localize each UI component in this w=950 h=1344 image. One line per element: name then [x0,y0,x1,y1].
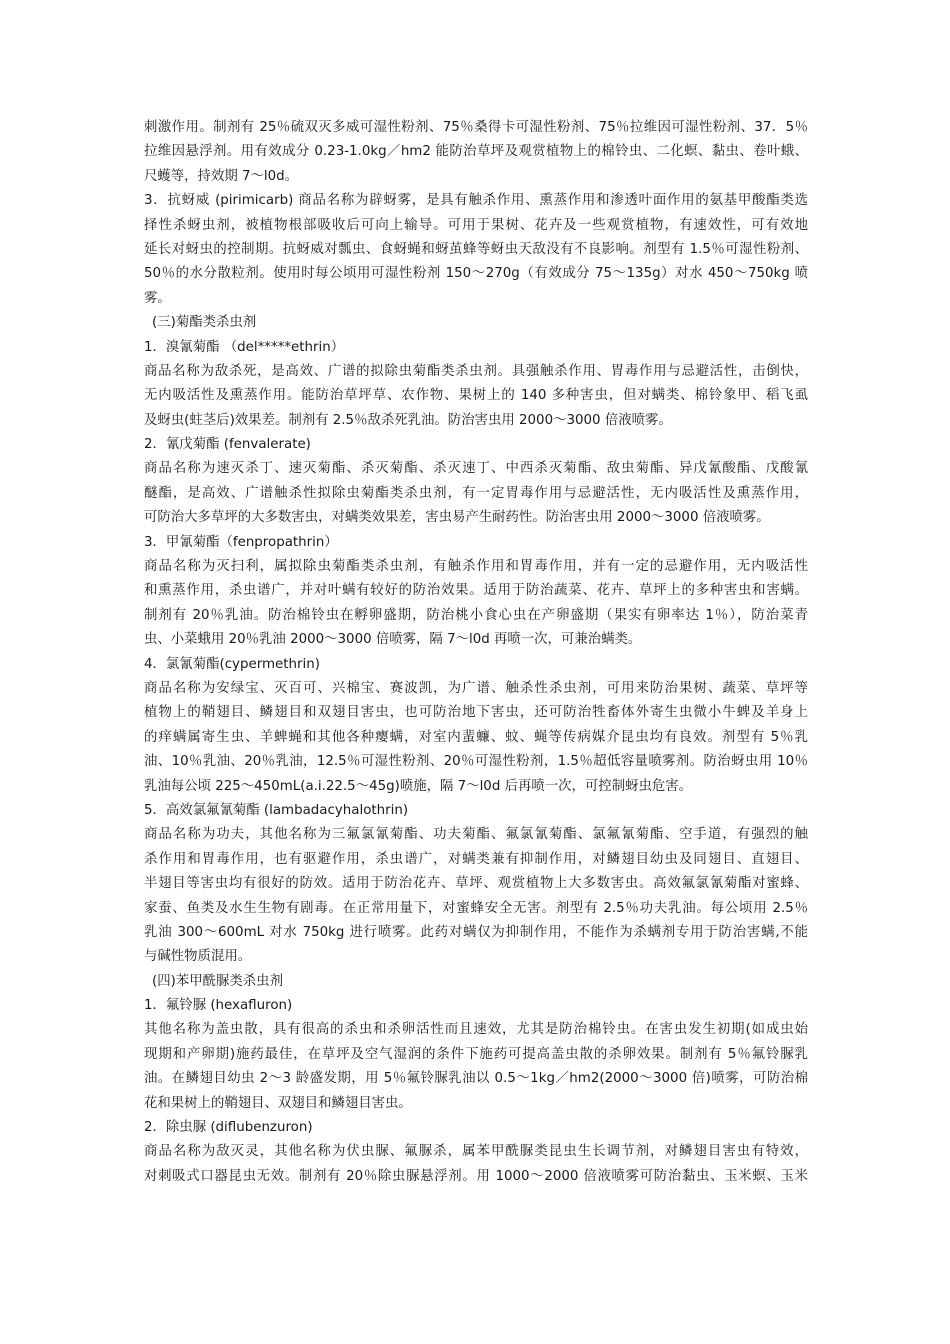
paragraph-line: 杀作用和胃毒作用，也有驱避作用，杀虫谱广，对螨类兼有抑制作用，对鳞翅目幼虫及同翅目、直翅目、 [144,851,808,867]
item-heading-fenvalerate: 2．氰戊菊酯 (fenvalerate) [144,437,311,453]
paragraph-line: 延长对蚜虫的控制期。抗蚜威对瓢虫、食蚜蝇和蚜茧蜂等蚜虫天敌没有不良影响。剂型有 1.5％可湿性粉剂、 [144,241,808,257]
paragraph-line: 商品名称为安绿宝、灭百可、兴棉宝、赛波凯，为广谱、触杀性杀虫剂，可用来防治果树、蔬菜、草坪等 [144,680,808,696]
paragraph-line: 虫、小菜蛾用 20％乳油 2000～3000 倍喷雾，隔 7～l0d 再喷一次，可兼治螨类。 [144,632,642,648]
paragraph-line: 和熏蒸作用，杀虫谱广，并对叶螨有较好的防治效果。适用于防治蔬菜、花卉、草坪上的多种害虫和害螨。 [144,583,808,599]
paragraph-line: 50％的水分散粒剂。使用时每公顷用可湿性粉剂 150～270g（有效成分 75～135g）对水 450～750kg 喷 [144,266,808,282]
item-heading-hexaflumuron: 1．氟铃脲 (hexafluron) [144,998,293,1014]
paragraph-line: 商品名称为灭扫利，属拟除虫菊酯类杀虫剂，有触杀作用和胃毒作用，并有一定的忌避作用，无内吸活性 [144,559,808,575]
item-heading-diflubenzuron: 2．除虫脲 (diflubenzuron) [144,1120,313,1136]
paragraph-line: 与碱性物质混用。 [144,949,252,965]
item-heading-deltamethrin: 1．溴氰菊酯 （del*****ethrin） [144,339,345,355]
paragraph-line: 半翅目等害虫均有很好的防效。适用于防治花卉、草坪、观赏植物上大多数害虫。高效氟氯氰菊酯对蜜蜂、 [144,876,808,892]
paragraph-line: 花和果树上的鞘翅目、双翅目和鳞翅目害虫。 [144,1095,412,1111]
paragraph-line: 其他名称为盖虫散，具有很高的杀虫和杀卵活性而且速效，尤其是防治棉铃虫。在害虫发生初期(如成虫始 [144,1022,808,1038]
paragraph-line: 雾。 [144,290,171,306]
paragraph-line: 无内吸活性及熏蒸作用。能防治草坪草、农作物、果树上的 140 多种害虫，但对螨类、棉铃象甲、稻飞虱 [144,388,808,404]
paragraph-line: 乳油每公顷 225～450mL(a.i.22.5～45g)喷施，隔 7～l0d 后再喷一次，可控制蚜虫危害。 [144,778,693,794]
paragraph-line: 可防治大多草坪的大多数害虫，对螨类效果差，害虫易产生耐药性。防治害虫用 2000～3000 倍液喷雾。 [144,510,770,526]
paragraph-line: 商品名称为功夫，其他名称为三氟氯氰菊酯、功夫菊酯、氟氯氰菊酯、氯氟氰菊酯、空手道，有强烈的触 [144,827,808,843]
paragraph-line: 家蚕、鱼类及水生生物有剧毒。在正常用量下，对蜜蜂安全无害。剂型有 2.5％功夫乳油。每公顷用 2.5％ [144,900,808,916]
paragraph-line: 商品名称为速灭杀丁、速灭菊酯、杀灭菊酯、杀灭速丁、中西杀灭菊酯、敌虫菊酯、异戊氰酸酯、戊酸氰 [144,461,808,477]
document-body [144,116,808,1189]
item-heading-pirimicarb: 3．抗蚜威 (pirimicarb) 商品名称为辟蚜雾，是具有触杀作用、熏蒸作用和渗透叶面作用的氨基甲酸酯类选 [144,193,808,209]
paragraph-line: 现期和产卵期)施药最佳，在草坪及空气湿润的条件下施药可提高盖虫散的杀卵效果。制剂有 5％氟铃脲乳 [144,1046,808,1062]
paragraph-line: 油。在鳞翅目幼虫 2～3 龄盛发期，用 5％氟铃脲乳油以 0.5～1kg／hm2(2000～3000 倍)喷雾，可防治棉 [144,1071,808,1087]
paragraph-line: 醚酯，是高效、广谱触杀性拟除虫菊酯类杀虫剂，有一定胃毒作用与忌避活性，无内吸活性及熏蒸作用， [144,485,808,501]
paragraph-line: 的痒螨属寄生虫、羊蜱蝇和其他各种瘿螨，对室内蜚蠊、蚊、蝇等传病媒介昆虫均有良效。剂型有 5％乳 [144,729,808,745]
paragraph-line: 择性杀蚜虫剂，被植物根部吸收后可向上输导。可用于果树、花卉及一些观赏植物，有速效性，可有效地 [144,217,808,233]
paragraph-line: 制剂有 20％乳油。防治棉铃虫在孵卵盛期，防治桃小食心虫在产卵盛期（果实有卵率达 1％），防治菜青 [144,607,808,623]
paragraph-line: 乳油 300～600mL 对水 750kg 进行喷雾。此药对螨仅为抑制作用，不能作为杀螨剂专用于防治害螨,不能 [144,924,808,940]
paragraph-line: 刺激作用。制剂有 25％硫双灭多威可湿性粉剂、75％桑得卡可湿性粉剂、75％拉维因可湿性粉剂、37．5％ [144,120,808,135]
paragraph-line: 及蚜虫(蛀茎后)效果差。制剂有 2.5％敌杀死乳油。防治害虫用 2000～3000 倍液喷雾。 [144,412,672,428]
section-heading-benzoylureas: (四)苯甲酰脲类杀虫剂 [152,973,283,989]
paragraph-line: 商品名称为敌杀死，是高效、广谱的拟除虫菊酯类杀虫剂。具强触杀作用、胃毒作用与忌避活性，击倒快， [144,363,808,379]
paragraph-line: 拉维因悬浮剂。用有效成分 0.23-1.0kg／hm2 能防治草坪及观赏植物上的棉铃虫、二化螟、黏虫、卷叶蛾、 [144,144,808,160]
section-heading-pyrethroids: (三)菊酯类杀虫剂 [152,315,257,331]
item-heading-lambdacyhalothrin: 5．高效氯氟氰菊酯 (lambadacyhalothrin) [144,802,409,818]
item-heading-cypermethrin: 4．氯氰菊酯(cypermethrin) [144,656,320,672]
paragraph-line: 对刺吸式口器昆虫无效。制剂有 20％除虫脲悬浮剂。用 1000～2000 倍液喷雾可防治黏虫、玉米螟、玉米 [144,1168,808,1184]
paragraph-line: 油、10％乳油、20％乳油，12.5％可湿性粉剂、20％可湿性粉剂，1.5％超低容量喷雾剂。防治蚜虫用 10％ [144,754,808,770]
paragraph-line: 商品名称为敌灭灵，其他名称为伏虫脲、氟脲杀，属苯甲酰脲类昆虫生长调节剂，对鳞翅目害虫有特效， [144,1144,808,1160]
item-heading-fenpropathrin: 3．甲氰菊酯（fenpropathrin） [144,534,338,550]
paragraph-line: 尺蠖等，持效期 7～l0d。 [144,168,299,184]
paragraph-line: 植物上的鞘翅目、鳞翅目和双翅目害虫，也可防治地下害虫，还可防治牲畜体外寄生虫微小牛蜱及羊身上 [144,705,808,721]
